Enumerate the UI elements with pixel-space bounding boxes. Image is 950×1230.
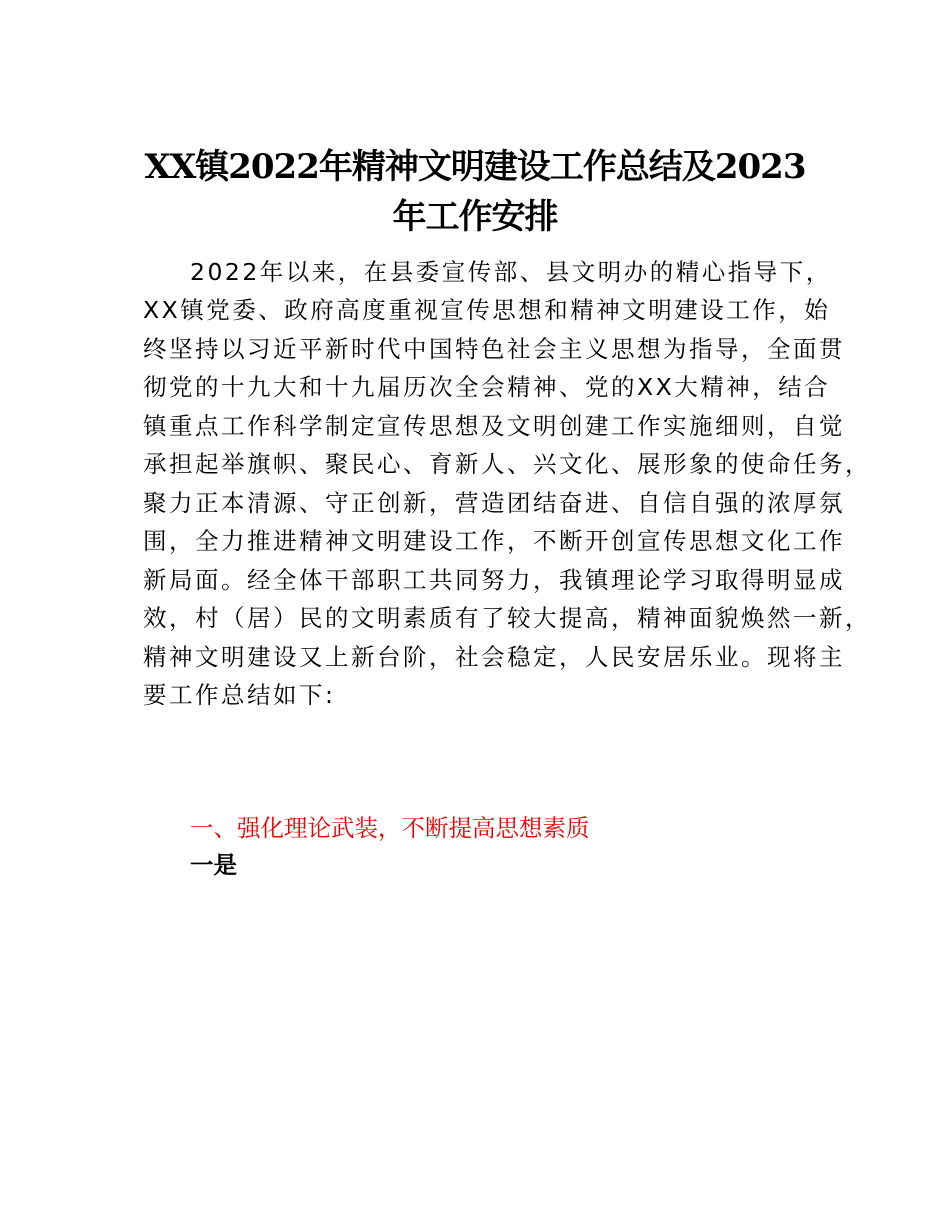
paragraph-line: 新局面。经全体干部职工共同努力，我镇理论学习取得明显成: [143, 566, 845, 594]
paragraph-line: 围，全力推进精神文明建设工作，不断开创宣传思想文化工作: [143, 527, 845, 555]
paragraph-line: 彻党的十九大和十九届历次全会精神、党的XX大精神，结合: [143, 373, 831, 401]
paragraph-line: 聚力正本清源、守正创新，营造团结奋进、自信自强的浓厚氛: [143, 489, 845, 517]
sub-heading: 一是: [190, 851, 237, 879]
paragraph-line: XX镇党委、政府高度重视宣传思想和精神文明建设工作，始: [143, 296, 831, 324]
section-heading: 一、强化理论武装，不断提高思想素质: [190, 814, 590, 842]
document-title-line-2: 年工作安排: [392, 197, 558, 237]
document-title-line-1: XX镇2022年精神文明建设工作总结及2023: [144, 147, 806, 187]
paragraph-line: 要工作总结如下:: [143, 681, 336, 709]
paragraph-line: 精神文明建设又上新台阶，社会稳定，人民安居乐业。现将主: [143, 643, 845, 671]
paragraph-line: 终坚持以习近平新时代中国特色社会主义思想为指导，全面贯: [143, 335, 845, 363]
paragraph-line: 2022年以来，在县委宣传部、县文明办的精心指导下，: [190, 258, 832, 286]
paragraph-line: 镇重点工作科学制定宣传思想及文明创建工作实施细则，自觉: [143, 412, 845, 440]
paragraph-line: 承担起举旗帜、聚民心、育新人、兴文化、展形象的使命任务，: [143, 450, 871, 478]
paragraph-line: 效，村（居）民的文明素质有了较大提高，精神面貌焕然一新，: [143, 604, 871, 632]
